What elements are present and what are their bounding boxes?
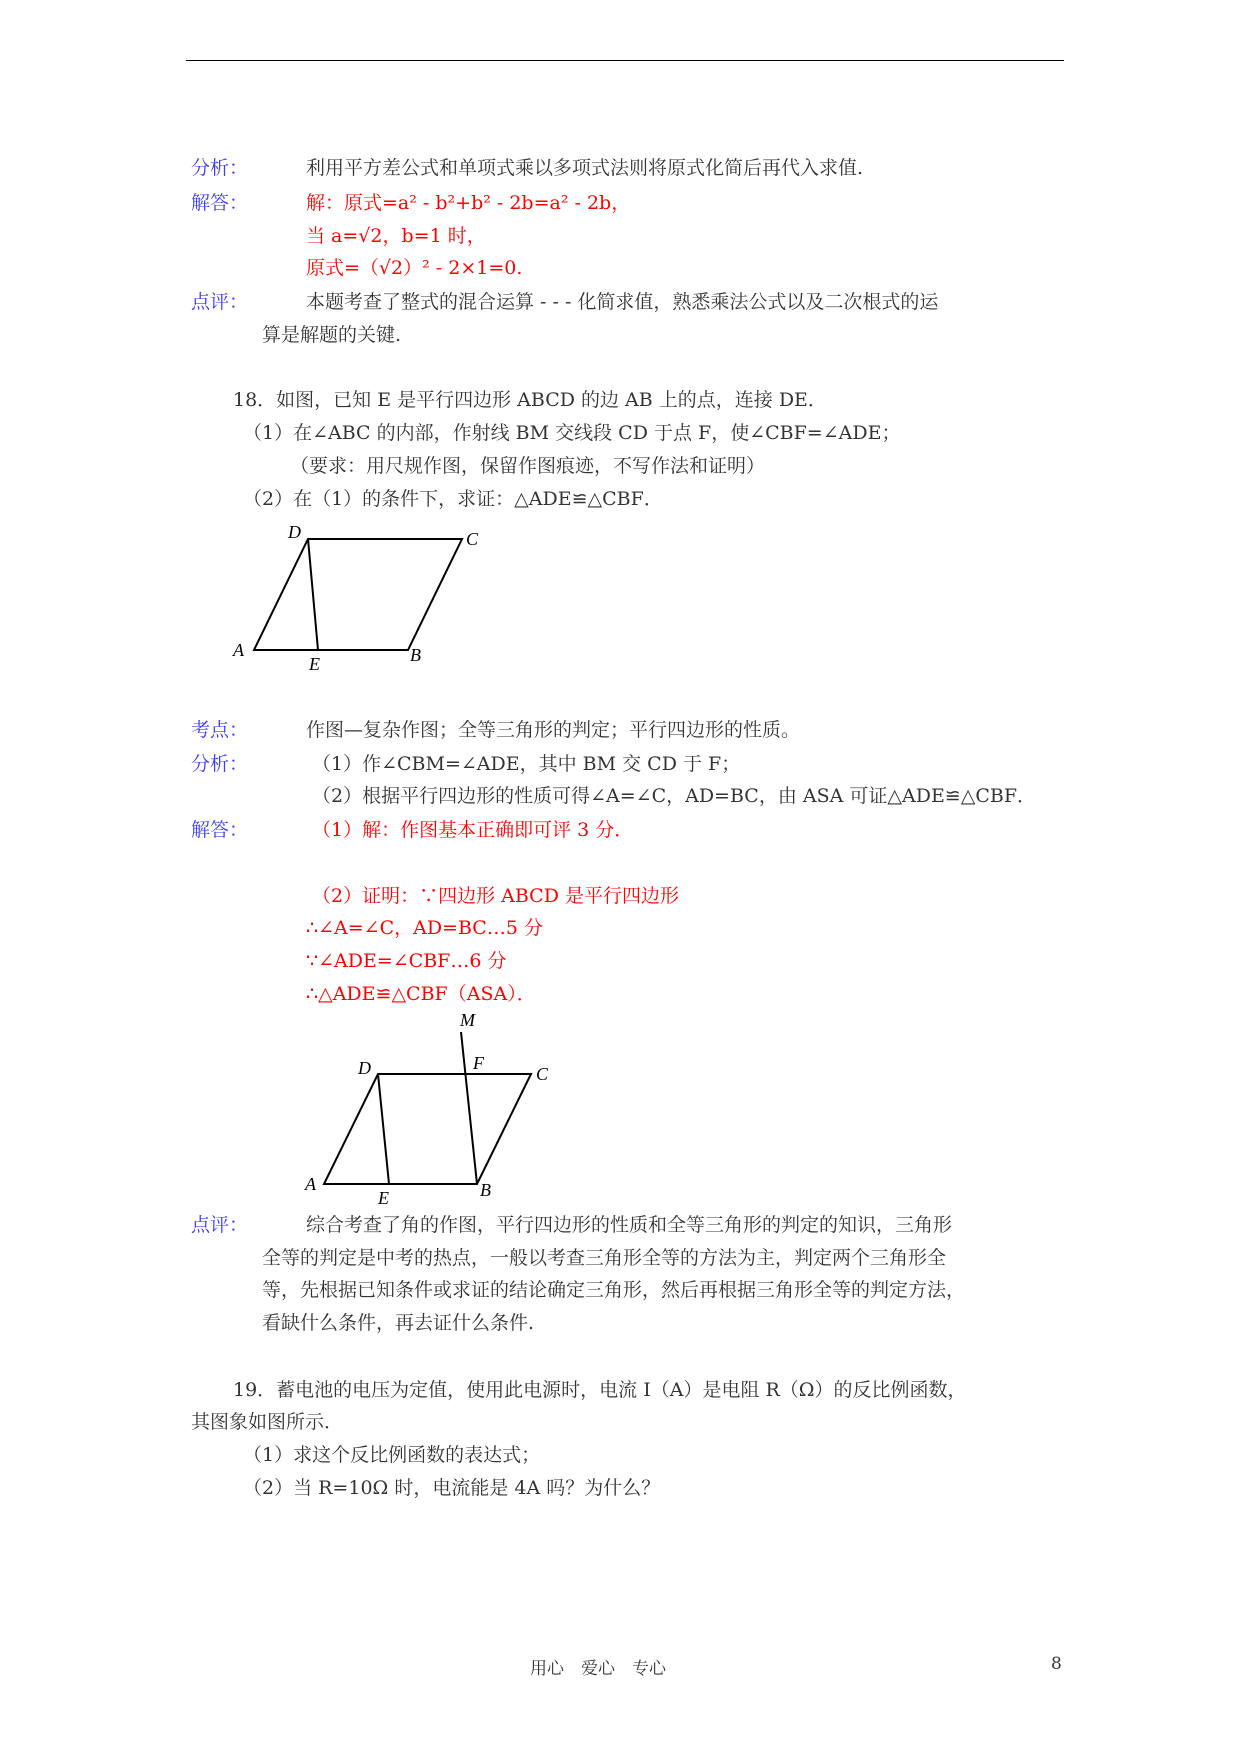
q18-stem: 18．如图，已知 E 是平行四边形 ABCD 的边 AB 上的点，连接 DE． bbox=[233, 389, 827, 411]
q18-part1: （1）在∠ABC 的内部，作射线 BM 交线段 CD 于点 F，使∠CBF=∠ADE； bbox=[243, 422, 901, 444]
q19-stem-1: 19．蓄电池的电压为定值，使用此电源时，电流 I（A）是电阻 R（Ω）的反比例函数， bbox=[233, 1379, 967, 1401]
q18-analysis-2: （2）根据平行四边形的性质可得∠A=∠C，AD=BC，由 ASA 可证△ADE≌△CBF． bbox=[312, 785, 1037, 807]
q18-point-label: 考点： bbox=[191, 719, 249, 741]
q18-comment-1: 综合考查了角的作图，平行四边形的性质和全等三角形的判定的知识，三角形 bbox=[306, 1214, 953, 1236]
figure-1 bbox=[254, 539, 462, 650]
q18-answer-label: 解答： bbox=[191, 819, 249, 841]
q17-answer-label: 解答： bbox=[191, 192, 249, 214]
fig1-label-c: C bbox=[466, 529, 479, 549]
fig2-label-b: B bbox=[480, 1180, 491, 1200]
fig2-label-m: M bbox=[460, 1010, 475, 1030]
q18-part2: （2）在（1）的条件下，求证：△ADE≌△CBF． bbox=[243, 488, 663, 510]
q18-requirement: （要求：用尺规作图，保留作图痕迹，不写作法和证明） bbox=[290, 455, 766, 477]
fig1-label-b: B bbox=[410, 645, 421, 665]
q18-answer-4: ∵∠ADE=∠CBF…6 分 bbox=[306, 950, 507, 972]
q18-answer-5: ∴△ADE≌△CBF（ASA）． bbox=[306, 983, 536, 1005]
q18-comment-3: 等，先根据已知条件或求证的结论确定三角形，然后再根据三角形全等的判定方法， bbox=[262, 1279, 966, 1301]
q18-analysis-1: （1）作∠CBM=∠ADE，其中 BM 交 CD 于 F； bbox=[312, 753, 741, 775]
fig2-label-d: D bbox=[358, 1058, 371, 1078]
page-number: 8 bbox=[1051, 1654, 1062, 1674]
fig1-label-d: D bbox=[288, 522, 301, 542]
fig2-label-c: C bbox=[536, 1064, 549, 1084]
q19-part2: （2）当 R=10Ω 时，电流能是 4A 吗？为什么？ bbox=[243, 1477, 661, 1499]
fig1-label-a: A bbox=[233, 640, 244, 660]
q19-part1: （1）求这个反比例函数的表达式； bbox=[243, 1444, 541, 1466]
q18-answer-2: （2）证明：∵四边形 ABCD 是平行四边形 bbox=[312, 885, 679, 907]
q17-answer-1: 解：原式=a² - b²+b² - 2b=a² - 2b， bbox=[306, 192, 631, 214]
q17-comment-label: 点评： bbox=[191, 291, 249, 313]
q17-comment-1: 本题考查了整式的混合运算 - - - 化简求值，熟悉乘法公式以及二次根式的运 bbox=[306, 291, 939, 313]
q18-comment-label: 点评： bbox=[191, 1214, 249, 1236]
fig1-label-e: E bbox=[309, 654, 320, 674]
q18-comment-2: 全等的判定是中考的热点，一般以考查三角形全等的方法为主，判定两个三角形全 bbox=[262, 1247, 947, 1269]
figure-2 bbox=[324, 1032, 531, 1184]
fig2-label-a: A bbox=[305, 1174, 316, 1194]
q18-comment-4: 看缺什么条件，再去证什么条件. bbox=[262, 1312, 535, 1334]
fig2-label-e: E bbox=[378, 1188, 389, 1208]
footer-motto: 用心 爱心 专心 bbox=[530, 1659, 666, 1679]
q17-comment-2: 算是解题的关键. bbox=[262, 324, 402, 346]
q17-analysis-label: 分析： bbox=[191, 157, 249, 179]
q17-answer-3: 原式=（√2）² - 2×1=0. bbox=[306, 257, 523, 279]
q18-point: 作图—复杂作图；全等三角形的判定；平行四边形的性质。 bbox=[306, 719, 801, 741]
q18-analysis-label: 分析： bbox=[191, 753, 249, 775]
q17-analysis: 利用平方差公式和单项式乘以多项式法则将原式化简后再代入求值. bbox=[306, 157, 864, 179]
q17-answer-2: 当 a=√2，b=1 时， bbox=[306, 225, 486, 247]
q18-answer-3: ∴∠A=∠C，AD=BC…5 分 bbox=[306, 917, 543, 939]
q19-stem-2: 其图象如图所示． bbox=[191, 1411, 344, 1433]
q18-answer-1: （1）解：作图基本正确即可评 3 分． bbox=[312, 819, 634, 841]
fig2-label-f: F bbox=[473, 1053, 484, 1073]
